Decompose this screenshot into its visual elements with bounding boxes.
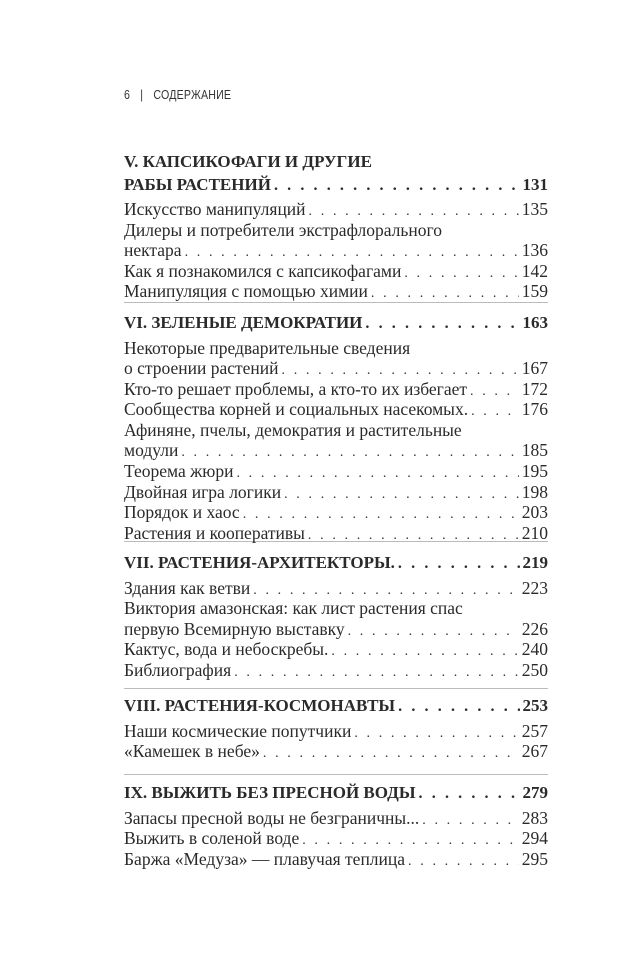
entry-page: 226 xyxy=(521,618,548,639)
toc-section xyxy=(124,312,548,543)
chapter-page: 163 xyxy=(522,313,548,332)
section-divider xyxy=(124,774,548,775)
entry-title: Библиография xyxy=(124,659,232,680)
toc-entry[interactable] xyxy=(124,399,548,420)
toc-section xyxy=(124,782,548,869)
leader-dots xyxy=(419,783,520,806)
entry-title: Кактус, вода и небоскребы. xyxy=(124,639,329,660)
entry-title-line[interactable] xyxy=(124,220,548,241)
entry-title-lead: Дилеры и потребители экстрафлорального xyxy=(124,219,442,240)
entry-page: 159 xyxy=(521,281,548,302)
entry-title-line[interactable] xyxy=(124,338,548,359)
toc-entry[interactable] xyxy=(124,502,548,523)
toc-entry[interactable] xyxy=(124,523,548,544)
entry-page: 267 xyxy=(521,741,548,762)
leader-dots xyxy=(331,642,518,663)
toc-entry[interactable] xyxy=(124,240,548,261)
toc-entry[interactable] xyxy=(124,199,548,220)
toc-entry[interactable] xyxy=(124,379,548,400)
leader-dots xyxy=(284,485,519,506)
entry-page: 195 xyxy=(521,461,548,482)
entry-page: 283 xyxy=(521,807,548,828)
entry-title: Кто-то решает проблемы, а кто-то их избегает xyxy=(124,378,468,399)
entry-page: 176 xyxy=(521,399,548,420)
toc-section xyxy=(124,552,548,680)
entry-title-lead: Афиняне, пчелы, демократия и растительные xyxy=(124,419,462,440)
entry-title: Искусство манипуляций xyxy=(124,199,306,219)
header-separator: | xyxy=(140,88,144,102)
entry-page: 250 xyxy=(521,659,548,680)
leader-dots xyxy=(408,852,519,873)
toc-entry[interactable] xyxy=(124,261,548,282)
leader-dots xyxy=(470,382,519,403)
entry-title: Порядок и хаос xyxy=(124,502,240,523)
entry-page: 295 xyxy=(521,848,548,869)
toc-entry[interactable] xyxy=(124,849,548,870)
entry-title: Манипуляция с помощью химии xyxy=(124,281,368,302)
chapter-row[interactable] xyxy=(124,552,548,575)
chapter-row[interactable] xyxy=(124,695,548,718)
entry-title: Сообщества корней и социальных насекомых. xyxy=(124,399,469,420)
leader-dots xyxy=(263,744,519,765)
leader-dots xyxy=(354,724,518,745)
entry-title: Наши космические попутчики xyxy=(124,720,352,741)
leader-dots xyxy=(471,402,519,423)
entry-page: 172 xyxy=(521,378,548,399)
entry-title-line[interactable] xyxy=(124,420,548,441)
toc-entry[interactable] xyxy=(124,281,548,302)
entry-page: 142 xyxy=(521,260,548,281)
entry-page: 136 xyxy=(521,240,548,261)
leader-dots xyxy=(371,284,519,305)
chapter-title: IX. ВЫЖИТЬ БЕЗ ПРЕСНОЙ ВОДЫ xyxy=(124,783,416,802)
leader-dots xyxy=(348,622,519,643)
entry-page: 240 xyxy=(521,639,548,660)
entry-title: модули xyxy=(124,440,179,461)
chapter-title-line[interactable] xyxy=(124,151,548,174)
toc-entry[interactable] xyxy=(124,660,548,681)
chapter-page: 279 xyxy=(522,783,548,802)
leader-dots xyxy=(404,264,518,285)
entry-title: «Камешек в небе» xyxy=(124,741,260,762)
chapter-title: VIII. РАСТЕНИЯ-КОСМОНАВТЫ xyxy=(124,696,396,715)
entry-title-lead: Виктория амазонская: как лист растения спас xyxy=(124,598,463,619)
header-section-title: СОДЕРЖАНИЕ xyxy=(153,88,232,102)
toc-section xyxy=(124,695,548,762)
entry-page: 210 xyxy=(521,522,548,543)
chapter-title: РАБЫ РАСТЕНИЙ xyxy=(124,174,271,194)
leader-dots xyxy=(274,175,520,198)
entry-title-lead: Некоторые предварительные сведения xyxy=(124,337,411,358)
toc-entry[interactable] xyxy=(124,461,548,482)
toc-entry[interactable] xyxy=(124,721,548,742)
entry-title: Растения и кооперативы xyxy=(124,522,305,543)
leader-dots xyxy=(422,811,518,832)
entry-title-line[interactable] xyxy=(124,598,548,619)
entry-title: нектара xyxy=(124,240,182,261)
entry-title: Теорема жюри xyxy=(124,461,234,482)
entry-page: 203 xyxy=(521,502,548,523)
entry-title: Баржа «Медуза» — плавучая теплица xyxy=(124,848,406,869)
toc-entry[interactable] xyxy=(124,619,548,640)
entry-page: 185 xyxy=(521,440,548,461)
entry-title: Здания как ветви xyxy=(124,577,251,598)
page-number: 6 xyxy=(124,88,131,102)
chapter-page: 219 xyxy=(522,553,548,572)
section-divider xyxy=(124,688,548,689)
entry-page: 198 xyxy=(521,481,548,502)
leader-dots xyxy=(308,526,519,547)
chapter-title: VI. ЗЕЛЕНЫЕ ДЕМОКРАТИИ xyxy=(124,313,363,332)
toc-entry[interactable] xyxy=(124,440,548,461)
entry-title: о строении растений xyxy=(124,358,279,379)
toc-entry[interactable] xyxy=(124,578,548,599)
chapter-page: 253 xyxy=(522,696,548,715)
toc-section xyxy=(124,151,548,302)
chapter-row[interactable] xyxy=(124,782,548,805)
running-header xyxy=(124,88,231,102)
entry-title: Двойная игра логики xyxy=(124,481,282,502)
entry-page: 135 xyxy=(521,199,548,219)
leader-dots xyxy=(398,696,519,719)
toc-entry[interactable] xyxy=(124,828,548,849)
toc-entry[interactable] xyxy=(124,639,548,660)
chapter-page: 131 xyxy=(522,174,548,194)
chapter-row[interactable] xyxy=(124,312,548,335)
entry-page: 294 xyxy=(521,828,548,849)
leader-dots xyxy=(234,663,519,684)
entry-page: 223 xyxy=(521,577,548,598)
chapter-row[interactable] xyxy=(124,174,548,197)
toc-entry[interactable] xyxy=(124,482,548,503)
entry-title: первую Всемирную выставку xyxy=(124,618,345,639)
toc-entry[interactable] xyxy=(124,741,548,762)
chapter-title-lead: V. КАПСИКОФАГИ И ДРУГИЕ xyxy=(124,152,372,171)
entry-page: 257 xyxy=(521,720,548,741)
leader-dots xyxy=(398,553,520,576)
toc-entry[interactable] xyxy=(124,358,548,379)
chapter-title: VII. РАСТЕНИЯ-АРХИТЕКТОРЫ. xyxy=(124,553,395,572)
entry-title: Выжить в соленой воде xyxy=(124,828,300,849)
leader-dots xyxy=(365,313,519,336)
toc-entry[interactable] xyxy=(124,808,548,829)
entry-title: Запасы пресной воды не безграничны... xyxy=(124,807,420,828)
entry-page: 167 xyxy=(521,358,548,379)
entry-title: Как я познакомился с капсикофагами xyxy=(124,260,402,281)
